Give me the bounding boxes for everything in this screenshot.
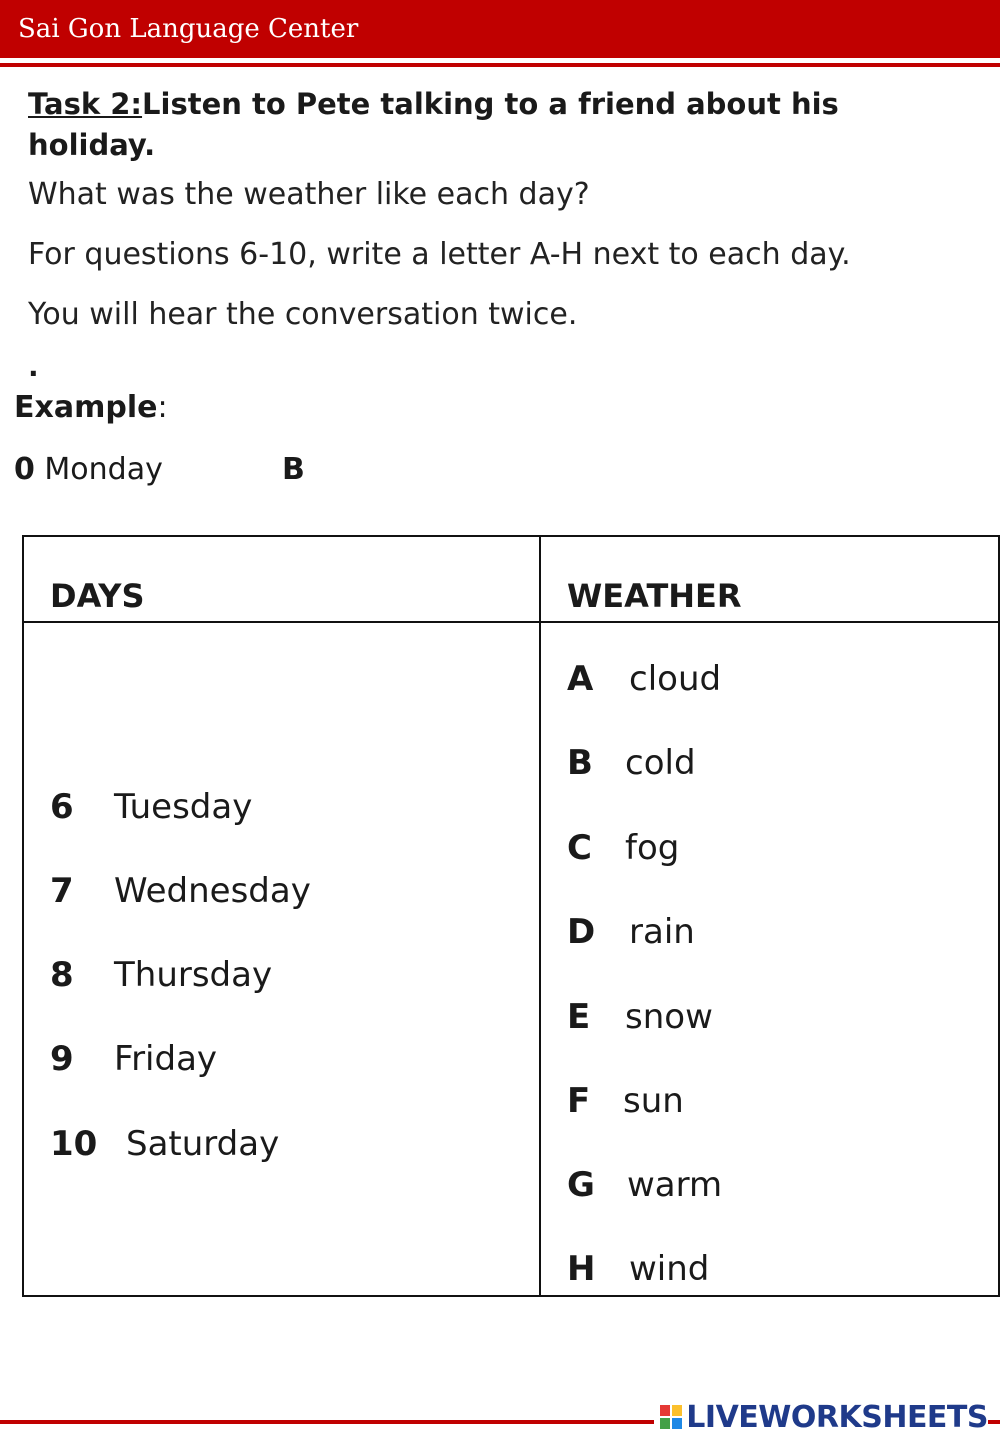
day-row (50, 787, 252, 827)
weather-letter: B (567, 743, 593, 783)
weather-word: fog (625, 828, 680, 868)
example-colon: : (157, 390, 168, 425)
example-day: Monday (44, 452, 163, 487)
weather-row (567, 659, 721, 699)
weather-word: cold (625, 743, 696, 783)
weather-row (567, 1081, 684, 1121)
liveworksheets-icon (660, 1405, 682, 1429)
day-number: 10 (50, 1124, 98, 1164)
example-label-text: Example (14, 390, 158, 425)
weather-header: WEATHER (567, 577, 742, 615)
weather-letter: G (567, 1165, 595, 1205)
weather-row (567, 1249, 709, 1289)
table-column-divider (539, 537, 541, 1295)
example-answer: B (282, 452, 305, 487)
weather-row (567, 743, 696, 783)
weather-word: wind (629, 1249, 710, 1289)
days-header: DAYS (50, 577, 145, 615)
weather-word: rain (629, 912, 695, 952)
example-number: 0 (14, 452, 35, 487)
header-divider (0, 63, 1000, 67)
weather-row (567, 912, 695, 952)
weather-letter: F (567, 1081, 591, 1121)
liveworksheets-logo[interactable] (654, 1400, 988, 1434)
header-bar (0, 0, 1000, 58)
task-label: Task 2: (28, 87, 143, 121)
example-label (14, 390, 168, 425)
weather-letter: E (567, 997, 591, 1037)
task-heading-text: Listen to Pete talking to a friend about his holiday. (28, 87, 839, 162)
day-name: Tuesday (114, 787, 253, 827)
example-row (14, 452, 305, 487)
brand-text: LIVEWORKSHEETS (686, 1399, 988, 1435)
table-header-divider (24, 621, 998, 623)
instruction-2: For questions 6-10, write a letter A-H next to each day. (28, 237, 851, 272)
day-row (50, 871, 311, 911)
day-name: Friday (114, 1039, 218, 1079)
instruction-3: You will hear the conversation twice. (28, 297, 578, 332)
weather-letter: D (567, 912, 596, 952)
day-name: Thursday (114, 955, 273, 995)
task-heading (28, 84, 928, 166)
day-number: 6 (50, 787, 74, 827)
weather-row (567, 828, 679, 868)
days-weather-table (22, 535, 1000, 1297)
weather-word: warm (627, 1165, 723, 1205)
weather-word: snow (625, 997, 713, 1037)
day-name: Saturday (126, 1124, 280, 1164)
weather-word: sun (623, 1081, 684, 1121)
day-number: 9 (50, 1039, 74, 1079)
day-number: 8 (50, 955, 74, 995)
day-name: Wednesday (114, 871, 311, 911)
weather-letter: H (567, 1249, 596, 1289)
weather-letter: A (567, 659, 594, 699)
weather-row (567, 1165, 722, 1205)
header-title: Sai Gon Language Center (18, 14, 359, 44)
stray-dot: . (28, 350, 39, 383)
day-row (50, 955, 272, 995)
weather-row (567, 997, 713, 1037)
day-row (50, 1124, 279, 1164)
weather-word: cloud (629, 659, 722, 699)
day-row (50, 1039, 217, 1079)
day-number: 7 (50, 871, 74, 911)
instruction-1: What was the weather like each day? (28, 177, 590, 212)
weather-letter: C (567, 828, 592, 868)
